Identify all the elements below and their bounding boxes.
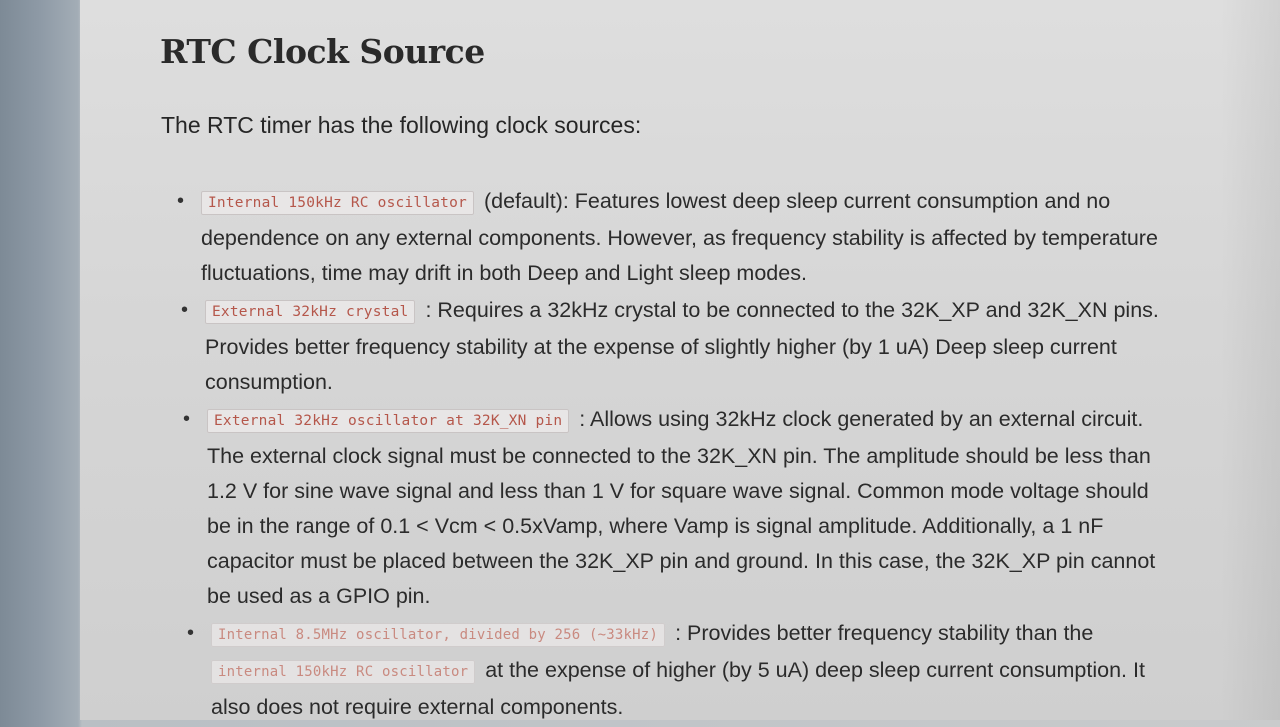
list-item-text: at the expense of higher (by 5 uA) deep sleep current consumption. It also does not require external components. — [211, 658, 1145, 719]
inline-code: Internal 150kHz RC oscillator — [201, 191, 474, 215]
page-title: RTC Clock Source — [160, 32, 485, 71]
list-item-text: : Requires a 32kHz crystal to be connected to the 32K_XP and 32K_XN pins. Provides better frequency stability at the expense of slightly higher (by 1 uA) Deep sleep current consumption. — [205, 298, 1159, 394]
inline-code: Internal 8.5MHz oscillator, divided by 256 (~33kHz) — [211, 623, 665, 647]
list-item — [184, 293, 1170, 400]
list-item — [180, 184, 1170, 291]
inline-code: internal 150kHz RC oscillator — [211, 660, 475, 684]
list-item — [186, 402, 1170, 614]
intro-paragraph: The RTC timer has the following clock sources: — [161, 112, 642, 138]
inline-code: External 32kHz crystal — [205, 300, 415, 324]
list-item — [190, 616, 1170, 725]
list-item-text: : Provides better frequency stability than the — [675, 621, 1094, 645]
document-page — [80, 0, 1280, 720]
inline-code: External 32kHz oscillator at 32K_XN pin — [207, 409, 569, 433]
list-item-text: : Allows using 32kHz clock generated by an external circuit. The external clock signal must be connected to the 32K_XN pin. The amplitude should be less than 1.2 V for sine wave signal and less than 1 V for square wave signal. Common mode voltage should be in the range of 0.1 < Vcm < 0.5xVamp, where Vamp is signal amplitude. Additionally, a 1 nF capacitor must be placed between the 32K_XP pin and ground. In this case, the 32K_XP pin cannot be used as a GPIO pin. — [207, 407, 1156, 608]
clock-source-list — [180, 184, 1170, 727]
list-item-text: (default): Features lowest deep sleep current consumption and no dependence on any external components. However, as frequency stability is affected by temperature fluctuations, time may drift in both Deep and Light sleep modes. — [201, 189, 1158, 285]
